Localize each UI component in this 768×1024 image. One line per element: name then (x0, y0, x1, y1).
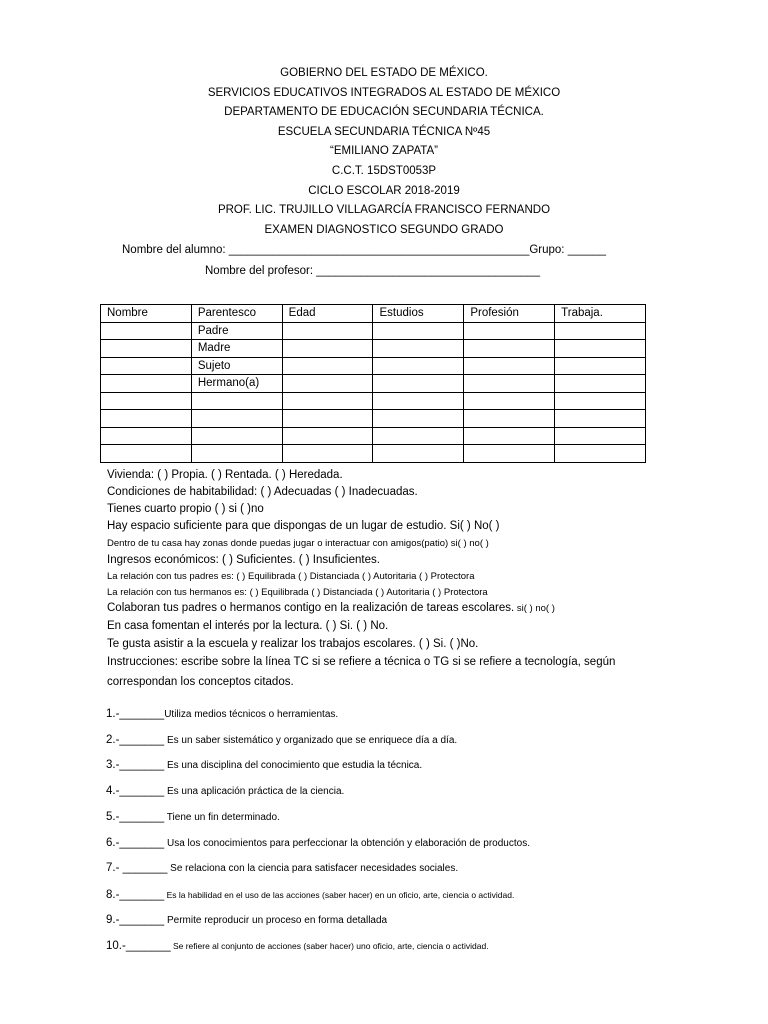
table-cell[interactable] (282, 322, 373, 340)
table-cell[interactable] (555, 357, 646, 375)
table-cell[interactable] (555, 445, 646, 463)
question-number[interactable]: 1.-_______ (106, 708, 165, 720)
table-cell[interactable] (464, 340, 555, 358)
question-text: Se refiere al conjunto de acciones (saber hacer) uno oficio, arte, ciencia o actividad. (170, 941, 489, 951)
table-row (101, 392, 646, 410)
question-text: Utiliza medios técnicos o herramientas. (164, 709, 339, 720)
col-nombre: Nombre (101, 305, 192, 323)
question-text: Permite reproducir un proceso en forma detallada (164, 915, 388, 926)
table-cell[interactable] (101, 340, 192, 358)
colaboran-answer[interactable]: si( ) no( ) (514, 603, 555, 614)
table-cell[interactable] (373, 340, 464, 358)
table-cell[interactable] (373, 427, 464, 445)
question-text: Es una disciplina del conocimiento que estudia la técnica. (164, 760, 423, 771)
table-cell: Hermano(a) (191, 375, 282, 393)
question-text: Es un saber sistemático y organizado que se enriquece día a día. (164, 735, 458, 746)
vivienda-line[interactable]: Vivienda: ( ) Propia. ( ) Rentada. ( ) Heredada. (107, 469, 343, 481)
table-cell[interactable] (373, 392, 464, 410)
question-number[interactable]: 10.-_______ (106, 940, 171, 952)
table-cell[interactable] (101, 427, 192, 445)
table-row (101, 357, 646, 375)
colaboran-text: Colaboran tus padres o hermanos contigo en la realización de tareas escolares. (107, 602, 515, 614)
question-3[interactable] (106, 759, 422, 771)
table-row (101, 375, 646, 393)
question-7[interactable] (106, 862, 458, 874)
student-name-field[interactable]: Nombre del alumno: _______________________________________________Grupo: ______ (122, 244, 607, 256)
table-cell[interactable] (464, 392, 555, 410)
zonas-line[interactable]: Dentro de tu casa hay zonas donde puedas jugar o interactuar con amigos(patio) si( ) no( ) (107, 538, 489, 549)
table-cell: Padre (191, 322, 282, 340)
question-text: Tiene un fin determinado. (164, 812, 280, 823)
question-5[interactable] (106, 811, 280, 823)
table-header-row (101, 305, 646, 323)
table-cell[interactable] (464, 375, 555, 393)
table-cell[interactable] (464, 410, 555, 428)
question-number[interactable]: 2.-_______ (106, 734, 165, 746)
header-line: ESCUELA SECUNDARIA TÉCNICA Nº45 (277, 125, 491, 138)
table-cell[interactable] (373, 357, 464, 375)
table-cell[interactable] (464, 357, 555, 375)
col-parentesco: Parentesco (191, 305, 282, 323)
table-cell[interactable] (282, 340, 373, 358)
header-line: CICLO ESCOLAR 2018-2019 (308, 184, 460, 197)
table-cell[interactable] (191, 427, 282, 445)
cuarto-line[interactable]: Tienes cuarto propio ( ) si ( )no (107, 503, 264, 515)
table-cell[interactable] (101, 375, 192, 393)
question-9[interactable] (106, 914, 387, 926)
table-cell[interactable] (555, 340, 646, 358)
table-cell: Madre (191, 340, 282, 358)
teacher-name-field[interactable]: Nombre del profesor: ___________________________________ (205, 265, 541, 277)
table-cell[interactable] (101, 410, 192, 428)
question-text: Es la habilidad en el uso de las acciones (saber hacer) en un oficio, arte, ciencia o actividad. (164, 890, 515, 900)
document-header (0, 64, 768, 240)
question-number[interactable]: 3.-_______ (106, 759, 165, 771)
header-line: DEPARTAMENTO DE EDUCACIÓN SECUNDARIA TÉCNICA. (224, 106, 544, 119)
question-1[interactable] (106, 708, 338, 720)
instructions-line-1: Instrucciones: escribe sobre la línea TC si se refiere a técnica o TG si se refiere a tecnología, según (107, 656, 616, 668)
table-cell[interactable] (464, 322, 555, 340)
header-line: EXAMEN DIAGNOSTICO SEGUNDO GRADO (264, 223, 504, 236)
question-8[interactable] (106, 889, 514, 901)
instructions-line-2: correspondan los conceptos citados. (107, 676, 294, 688)
table-cell[interactable] (191, 410, 282, 428)
relacion-padres-line[interactable]: La relación con tus padres es: ( ) Equilibrada ( ) Distanciada ( ) Autoritaria ( ) Protectora (107, 571, 475, 582)
table-row (101, 322, 646, 340)
question-text: Usa los conocimientos para perfeccionar la obtención y elaboración de productos. (164, 838, 530, 849)
table-cell[interactable] (282, 445, 373, 463)
table-cell[interactable] (373, 375, 464, 393)
table-cell[interactable] (282, 375, 373, 393)
family-table (100, 304, 646, 463)
question-number[interactable]: 4.-_______ (106, 785, 165, 797)
lectura-line[interactable]: En casa fomentan el interés por la lectura. ( ) Si. ( ) No. (107, 620, 389, 632)
table-row (101, 445, 646, 463)
col-profesion: Profesión (464, 305, 555, 323)
question-4[interactable] (106, 785, 344, 797)
question-number[interactable]: 8.-_______ (106, 889, 165, 901)
question-2[interactable] (106, 734, 457, 746)
header-line: SERVICIOS EDUCATIVOS INTEGRADOS AL ESTADO DE MÉXICO (207, 86, 561, 99)
ingresos-line[interactable]: Ingresos económicos: ( ) Suficientes. ( ) Insuficientes. (107, 554, 380, 566)
espacio-line[interactable]: Hay espacio suficiente para que dispongas de un lugar de estudio. Si( ) No( ) (107, 520, 500, 532)
question-text: Es una aplicación práctica de la ciencia. (164, 786, 345, 797)
table-cell[interactable] (555, 322, 646, 340)
question-number[interactable]: 6.-_______ (106, 837, 165, 849)
table-cell[interactable] (464, 427, 555, 445)
header-line: C.C.T. 15DST0053P (331, 164, 437, 177)
table-cell[interactable] (373, 445, 464, 463)
table-cell[interactable] (373, 410, 464, 428)
header-line: GOBIERNO DEL ESTADO DE MÉXICO. (280, 67, 488, 79)
table-cell[interactable] (101, 392, 192, 410)
table-cell[interactable] (373, 322, 464, 340)
question-10[interactable] (106, 940, 489, 952)
table-cell[interactable] (191, 392, 282, 410)
table-cell[interactable] (101, 445, 192, 463)
table-cell[interactable] (555, 410, 646, 428)
table-cell[interactable] (282, 410, 373, 428)
table-row (101, 340, 646, 358)
table-cell[interactable] (282, 427, 373, 445)
table-cell[interactable] (464, 445, 555, 463)
table-row (101, 427, 646, 445)
table-cell[interactable] (555, 392, 646, 410)
header-line: “EMILIANO ZAPATA” (330, 145, 438, 158)
table-row (101, 410, 646, 428)
question-number[interactable]: 9.-_______ (106, 914, 165, 926)
condiciones-line[interactable]: Condiciones de habitabilidad: ( ) Adecuadas ( ) Inadecuadas. (107, 486, 418, 498)
table-cell[interactable] (555, 427, 646, 445)
header-line: PROF. LIC. TRUJILLO VILLAGARCÍA FRANCISCO FERNANDO (217, 204, 551, 217)
table-cell[interactable] (555, 375, 646, 393)
table-cell[interactable] (101, 322, 192, 340)
table-cell[interactable] (101, 357, 192, 375)
table-cell[interactable] (282, 392, 373, 410)
col-estudios: Estudios (373, 305, 464, 323)
table-cell[interactable] (191, 445, 282, 463)
col-trabaja: Trabaja. (555, 305, 646, 323)
asistir-line[interactable]: Te gusta asistir a la escuela y realizar los trabajos escolares. ( ) Si. ( )No. (107, 638, 479, 650)
table-cell: Sujeto (191, 357, 282, 375)
question-text: Se relaciona con la ciencia para satisfacer necesidades sociales. (167, 863, 459, 874)
table-cell[interactable] (282, 357, 373, 375)
colaboran-line (107, 602, 555, 614)
question-number[interactable]: 7.- _______ (106, 862, 168, 874)
question-number[interactable]: 5.-_______ (106, 811, 165, 823)
col-edad: Edad (282, 305, 373, 323)
question-6[interactable] (106, 837, 530, 849)
relacion-hermanos-line[interactable]: La relación con tus hermanos es: ( ) Equilibrada ( ) Distanciada ( ) Autoritaria ( ) Protectora (107, 587, 488, 598)
